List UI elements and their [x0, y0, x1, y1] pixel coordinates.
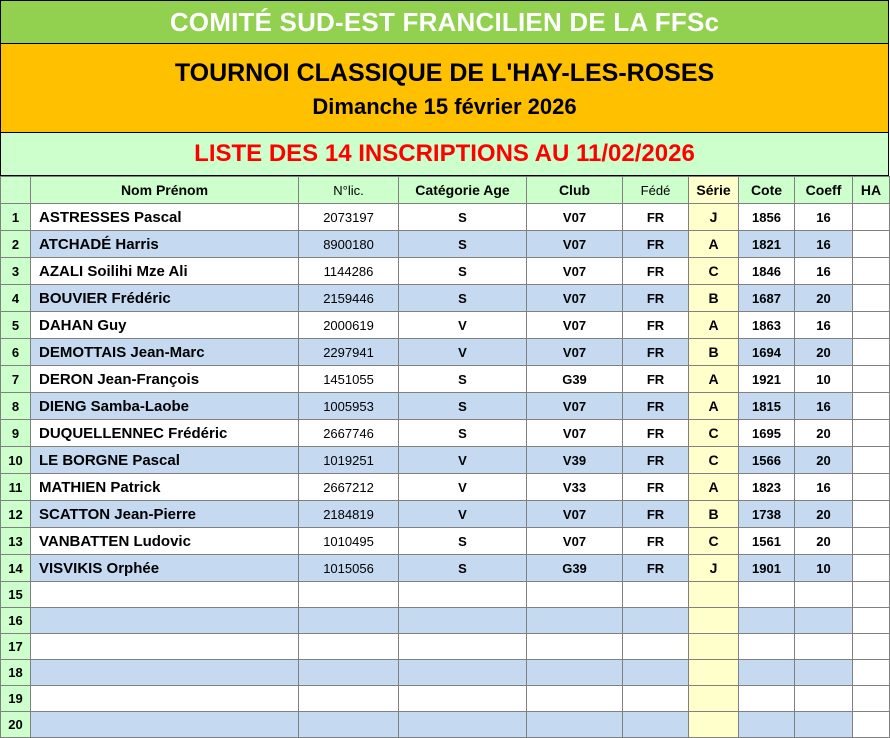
- cote-value[interactable]: 1695: [739, 420, 795, 447]
- registration-count-banner: [0, 133, 889, 176]
- licence-number[interactable]: 1019251: [299, 447, 399, 474]
- cote-value[interactable]: 1561: [739, 528, 795, 555]
- category-age[interactable]: [399, 712, 527, 738]
- ha-value[interactable]: [853, 231, 890, 258]
- table-header: [1, 177, 890, 204]
- committee-banner: [0, 0, 889, 43]
- coeff-value[interactable]: [795, 660, 853, 686]
- federation-code[interactable]: FR: [623, 312, 689, 339]
- col-header-category: Catégorie Age: [399, 177, 527, 204]
- table-row-empty[interactable]: [1, 634, 890, 660]
- serie-code[interactable]: C: [689, 447, 739, 474]
- cote-value[interactable]: 1566: [739, 447, 795, 474]
- serie-code[interactable]: A: [689, 474, 739, 501]
- federation-code[interactable]: [623, 582, 689, 608]
- club-code[interactable]: G39: [527, 555, 623, 582]
- federation-code[interactable]: FR: [623, 528, 689, 555]
- player-name[interactable]: ASTRESSES Pascal: [31, 204, 299, 231]
- row-number[interactable]: 18: [1, 660, 31, 686]
- table-row[interactable]: [1, 204, 890, 231]
- category-age[interactable]: S: [399, 555, 527, 582]
- club-code[interactable]: V07: [527, 231, 623, 258]
- coeff-value[interactable]: 20: [795, 339, 853, 366]
- player-name[interactable]: LE BORGNE Pascal: [31, 447, 299, 474]
- table-row-empty[interactable]: [1, 582, 890, 608]
- col-header-licence: N°lic.: [299, 177, 399, 204]
- table-row[interactable]: [1, 555, 890, 582]
- row-number[interactable]: 4: [1, 285, 31, 312]
- club-code[interactable]: V39: [527, 447, 623, 474]
- table-row[interactable]: [1, 366, 890, 393]
- coeff-value[interactable]: 20: [795, 447, 853, 474]
- coeff-value[interactable]: 16: [795, 231, 853, 258]
- serie-code[interactable]: A: [689, 231, 739, 258]
- table-row-empty[interactable]: [1, 712, 890, 738]
- row-number[interactable]: 20: [1, 712, 31, 738]
- federation-code[interactable]: [623, 712, 689, 738]
- category-age[interactable]: V: [399, 474, 527, 501]
- ha-value[interactable]: [853, 608, 890, 634]
- row-number[interactable]: 13: [1, 528, 31, 555]
- player-name[interactable]: DAHAN Guy: [31, 312, 299, 339]
- serie-code[interactable]: [689, 712, 739, 738]
- club-code[interactable]: V07: [527, 312, 623, 339]
- ha-value[interactable]: [853, 582, 890, 608]
- row-number[interactable]: 3: [1, 258, 31, 285]
- serie-code[interactable]: B: [689, 339, 739, 366]
- serie-code[interactable]: J: [689, 555, 739, 582]
- category-age[interactable]: [399, 634, 527, 660]
- player-name[interactable]: SCATTON Jean-Pierre: [31, 501, 299, 528]
- coeff-value[interactable]: [795, 582, 853, 608]
- coeff-value[interactable]: [795, 686, 853, 712]
- federation-code[interactable]: FR: [623, 231, 689, 258]
- category-age[interactable]: S: [399, 231, 527, 258]
- row-number[interactable]: 1: [1, 204, 31, 231]
- serie-code[interactable]: B: [689, 285, 739, 312]
- table-row[interactable]: [1, 339, 890, 366]
- category-age[interactable]: [399, 686, 527, 712]
- club-code[interactable]: V07: [527, 204, 623, 231]
- serie-code[interactable]: A: [689, 312, 739, 339]
- ha-value[interactable]: [853, 528, 890, 555]
- table-row[interactable]: [1, 501, 890, 528]
- serie-code[interactable]: B: [689, 501, 739, 528]
- club-code[interactable]: V07: [527, 258, 623, 285]
- serie-code[interactable]: A: [689, 366, 739, 393]
- col-header-serie: Série: [689, 177, 739, 204]
- cote-value[interactable]: [739, 712, 795, 738]
- federation-code[interactable]: FR: [623, 447, 689, 474]
- row-number[interactable]: 15: [1, 582, 31, 608]
- ha-value[interactable]: [853, 686, 890, 712]
- row-number[interactable]: 14: [1, 555, 31, 582]
- licence-number[interactable]: 1451055: [299, 366, 399, 393]
- federation-code[interactable]: FR: [623, 555, 689, 582]
- federation-code[interactable]: [623, 686, 689, 712]
- table-row-empty[interactable]: [1, 686, 890, 712]
- licence-number[interactable]: 2073197: [299, 204, 399, 231]
- table-row[interactable]: [1, 447, 890, 474]
- col-header-cote: Cote: [739, 177, 795, 204]
- serie-code[interactable]: [689, 660, 739, 686]
- ha-value[interactable]: [853, 474, 890, 501]
- club-code[interactable]: V07: [527, 393, 623, 420]
- table-row[interactable]: [1, 528, 890, 555]
- club-code[interactable]: [527, 608, 623, 634]
- registrations-table: [0, 176, 890, 738]
- serie-code[interactable]: C: [689, 258, 739, 285]
- table-row[interactable]: [1, 312, 890, 339]
- player-name[interactable]: DERON Jean-François: [31, 366, 299, 393]
- player-name[interactable]: VANBATTEN Ludovic: [31, 528, 299, 555]
- cote-value[interactable]: [739, 634, 795, 660]
- serie-code[interactable]: [689, 582, 739, 608]
- category-age[interactable]: V: [399, 339, 527, 366]
- licence-number[interactable]: [299, 634, 399, 660]
- ha-value[interactable]: [853, 660, 890, 686]
- cote-value[interactable]: 1846: [739, 258, 795, 285]
- cote-value[interactable]: 1901: [739, 555, 795, 582]
- ha-value[interactable]: [853, 339, 890, 366]
- cote-value[interactable]: 1687: [739, 285, 795, 312]
- category-age[interactable]: S: [399, 285, 527, 312]
- tournament-date: Dimanche 15 février 2026: [312, 93, 577, 119]
- coeff-value[interactable]: 10: [795, 366, 853, 393]
- col-header-ha: HA: [853, 177, 890, 204]
- licence-number[interactable]: 2297941: [299, 339, 399, 366]
- tournament-title: TOURNOI CLASSIQUE DE L'HAY-LES-ROSES: [174, 58, 715, 87]
- category-age[interactable]: [399, 582, 527, 608]
- table-row[interactable]: [1, 393, 890, 420]
- ha-value[interactable]: [853, 393, 890, 420]
- ha-value[interactable]: [853, 420, 890, 447]
- cote-value[interactable]: 1738: [739, 501, 795, 528]
- club-code[interactable]: [527, 660, 623, 686]
- cote-value[interactable]: [739, 582, 795, 608]
- registration-count-title: LISTE DES 14 INSCRIPTIONS AU 11/02/2026: [194, 140, 695, 167]
- coeff-value[interactable]: 20: [795, 501, 853, 528]
- serie-code[interactable]: A: [689, 393, 739, 420]
- col-header-club: Club: [527, 177, 623, 204]
- club-code[interactable]: V07: [527, 528, 623, 555]
- club-code[interactable]: V07: [527, 285, 623, 312]
- serie-code[interactable]: [689, 608, 739, 634]
- club-code[interactable]: [527, 686, 623, 712]
- category-age[interactable]: S: [399, 528, 527, 555]
- category-age[interactable]: [399, 608, 527, 634]
- ha-value[interactable]: [853, 258, 890, 285]
- ha-value[interactable]: [853, 634, 890, 660]
- category-age[interactable]: S: [399, 366, 527, 393]
- row-number[interactable]: 9: [1, 420, 31, 447]
- coeff-value[interactable]: [795, 634, 853, 660]
- club-code[interactable]: V07: [527, 501, 623, 528]
- row-number[interactable]: 19: [1, 686, 31, 712]
- club-code[interactable]: [527, 582, 623, 608]
- player-name[interactable]: DIENG Samba-Laobe: [31, 393, 299, 420]
- licence-number[interactable]: [299, 582, 399, 608]
- row-number[interactable]: 11: [1, 474, 31, 501]
- category-age[interactable]: S: [399, 204, 527, 231]
- licence-number[interactable]: [299, 686, 399, 712]
- row-number[interactable]: 7: [1, 366, 31, 393]
- federation-code[interactable]: FR: [623, 339, 689, 366]
- player-name[interactable]: DEMOTTAIS Jean-Marc: [31, 339, 299, 366]
- player-name[interactable]: [31, 608, 299, 634]
- club-code[interactable]: V33: [527, 474, 623, 501]
- row-number[interactable]: 2: [1, 231, 31, 258]
- table-row[interactable]: [1, 420, 890, 447]
- federation-code[interactable]: FR: [623, 420, 689, 447]
- row-number[interactable]: 17: [1, 634, 31, 660]
- table-body: [1, 204, 890, 738]
- col-header-coeff: Coeff: [795, 177, 853, 204]
- col-header-federation: Fédé: [623, 177, 689, 204]
- federation-code[interactable]: FR: [623, 285, 689, 312]
- table-row[interactable]: [1, 258, 890, 285]
- federation-code[interactable]: FR: [623, 204, 689, 231]
- licence-number[interactable]: 1010495: [299, 528, 399, 555]
- coeff-value[interactable]: 16: [795, 312, 853, 339]
- category-age[interactable]: V: [399, 447, 527, 474]
- licence-number[interactable]: 2184819: [299, 501, 399, 528]
- row-number[interactable]: 8: [1, 393, 31, 420]
- row-number[interactable]: 5: [1, 312, 31, 339]
- ha-value[interactable]: [853, 447, 890, 474]
- licence-number[interactable]: 1144286: [299, 258, 399, 285]
- licence-number[interactable]: 2667212: [299, 474, 399, 501]
- player-name[interactable]: DUQUELLENNEC Frédéric: [31, 420, 299, 447]
- licence-number[interactable]: 1015056: [299, 555, 399, 582]
- player-name[interactable]: BOUVIER Frédéric: [31, 285, 299, 312]
- cote-value[interactable]: 1823: [739, 474, 795, 501]
- licence-number[interactable]: [299, 712, 399, 738]
- cote-value[interactable]: 1815: [739, 393, 795, 420]
- coeff-value[interactable]: 20: [795, 420, 853, 447]
- cote-value[interactable]: 1856: [739, 204, 795, 231]
- licence-number[interactable]: 2000619: [299, 312, 399, 339]
- federation-code[interactable]: [623, 634, 689, 660]
- federation-code[interactable]: FR: [623, 258, 689, 285]
- federation-code[interactable]: [623, 660, 689, 686]
- coeff-value[interactable]: [795, 712, 853, 738]
- club-code[interactable]: G39: [527, 366, 623, 393]
- ha-value[interactable]: [853, 312, 890, 339]
- table-row-empty[interactable]: [1, 660, 890, 686]
- licence-number[interactable]: 8900180: [299, 231, 399, 258]
- category-age[interactable]: V: [399, 501, 527, 528]
- serie-code[interactable]: C: [689, 420, 739, 447]
- player-name[interactable]: AZALI Soilihi Mze Ali: [31, 258, 299, 285]
- col-header-num: [1, 177, 31, 204]
- federation-code[interactable]: FR: [623, 366, 689, 393]
- cote-value[interactable]: 1821: [739, 231, 795, 258]
- federation-code[interactable]: FR: [623, 474, 689, 501]
- club-code[interactable]: V07: [527, 420, 623, 447]
- licence-number[interactable]: [299, 608, 399, 634]
- federation-code[interactable]: [623, 608, 689, 634]
- player-name[interactable]: ATCHADÉ Harris: [31, 231, 299, 258]
- category-age[interactable]: V: [399, 312, 527, 339]
- table-row-empty[interactable]: [1, 608, 890, 634]
- category-age[interactable]: S: [399, 420, 527, 447]
- player-name[interactable]: [31, 660, 299, 686]
- col-header-name: Nom Prénom: [31, 177, 299, 204]
- federation-code[interactable]: FR: [623, 393, 689, 420]
- player-name[interactable]: VISVIKIS Orphée: [31, 555, 299, 582]
- club-code[interactable]: [527, 634, 623, 660]
- player-name[interactable]: [31, 582, 299, 608]
- coeff-value[interactable]: 16: [795, 204, 853, 231]
- coeff-value[interactable]: 16: [795, 258, 853, 285]
- cote-value[interactable]: 1921: [739, 366, 795, 393]
- table-row[interactable]: [1, 285, 890, 312]
- coeff-value[interactable]: 16: [795, 474, 853, 501]
- licence-number[interactable]: 2159446: [299, 285, 399, 312]
- tournament-banner: [0, 43, 889, 133]
- player-name[interactable]: [31, 686, 299, 712]
- ha-value[interactable]: [853, 285, 890, 312]
- row-number[interactable]: 10: [1, 447, 31, 474]
- table-row[interactable]: [1, 474, 890, 501]
- coeff-value[interactable]: 20: [795, 528, 853, 555]
- cote-value[interactable]: 1863: [739, 312, 795, 339]
- coeff-value[interactable]: 16: [795, 393, 853, 420]
- cote-value[interactable]: [739, 660, 795, 686]
- category-age[interactable]: S: [399, 393, 527, 420]
- serie-code[interactable]: C: [689, 528, 739, 555]
- ha-value[interactable]: [853, 501, 890, 528]
- table-header-row: [1, 177, 890, 204]
- cote-value[interactable]: [739, 608, 795, 634]
- row-number[interactable]: 6: [1, 339, 31, 366]
- row-number[interactable]: 16: [1, 608, 31, 634]
- ha-value[interactable]: [853, 555, 890, 582]
- licence-number[interactable]: 1005953: [299, 393, 399, 420]
- licence-number[interactable]: 2667746: [299, 420, 399, 447]
- cote-value[interactable]: [739, 686, 795, 712]
- club-code[interactable]: [527, 712, 623, 738]
- player-name[interactable]: [31, 634, 299, 660]
- serie-code[interactable]: J: [689, 204, 739, 231]
- player-name[interactable]: MATHIEN Patrick: [31, 474, 299, 501]
- committee-title: COMITÉ SUD-EST FRANCILIEN DE LA FFSc: [169, 6, 720, 37]
- coeff-value[interactable]: [795, 608, 853, 634]
- row-number[interactable]: 12: [1, 501, 31, 528]
- serie-code[interactable]: [689, 634, 739, 660]
- category-age[interactable]: [399, 660, 527, 686]
- ha-value[interactable]: [853, 712, 890, 738]
- player-name[interactable]: [31, 712, 299, 738]
- ha-value[interactable]: [853, 204, 890, 231]
- club-code[interactable]: V07: [527, 339, 623, 366]
- coeff-value[interactable]: 10: [795, 555, 853, 582]
- licence-number[interactable]: [299, 660, 399, 686]
- category-age[interactable]: S: [399, 258, 527, 285]
- table-row[interactable]: [1, 231, 890, 258]
- serie-code[interactable]: [689, 686, 739, 712]
- federation-code[interactable]: FR: [623, 501, 689, 528]
- cote-value[interactable]: 1694: [739, 339, 795, 366]
- coeff-value[interactable]: 20: [795, 285, 853, 312]
- ha-value[interactable]: [853, 366, 890, 393]
